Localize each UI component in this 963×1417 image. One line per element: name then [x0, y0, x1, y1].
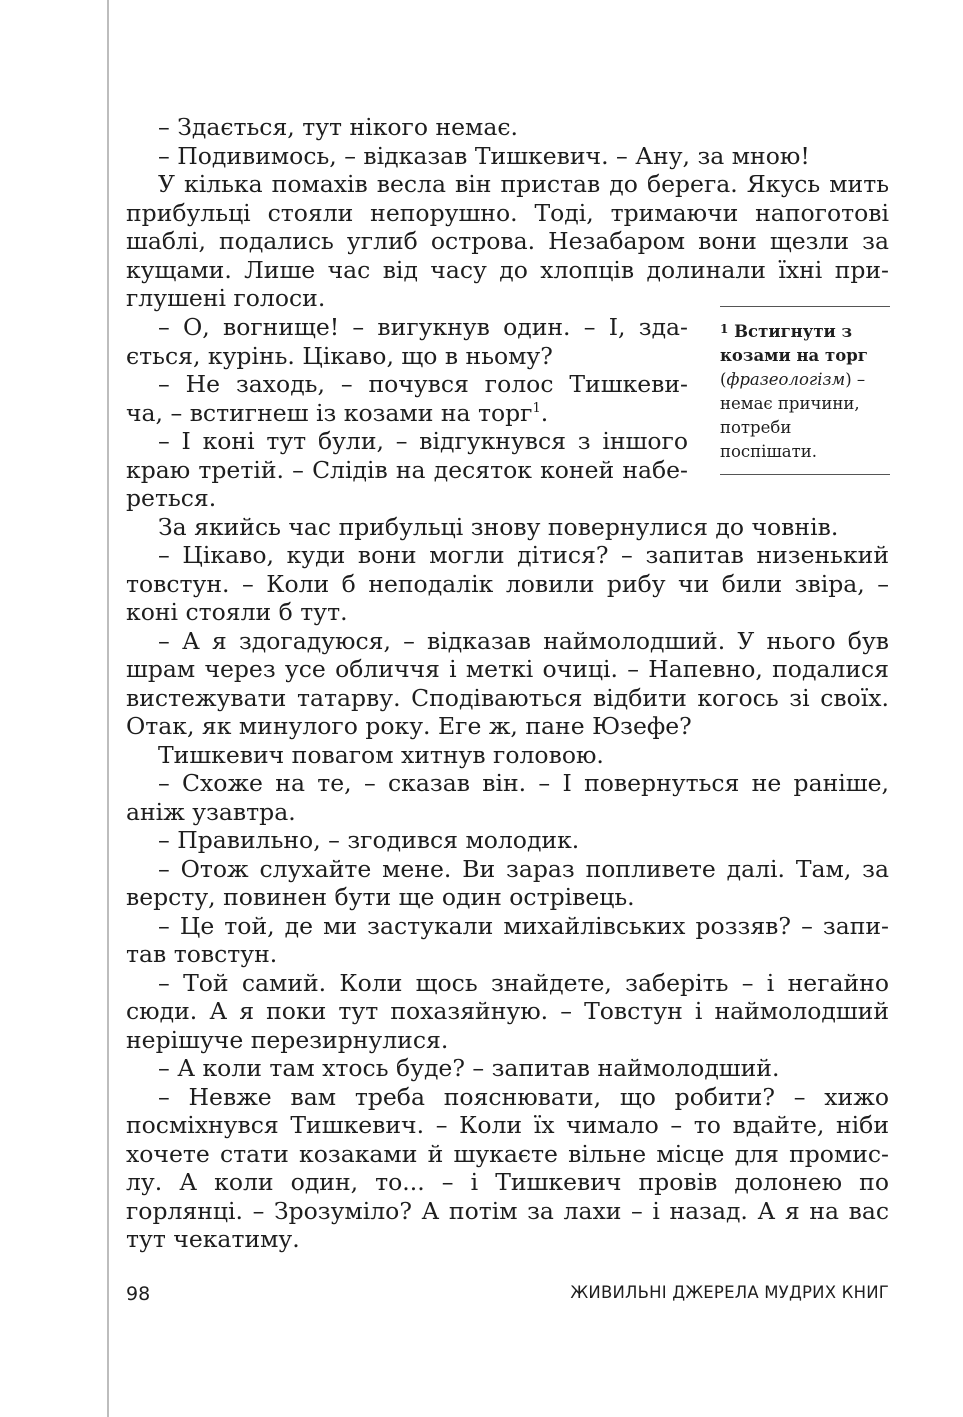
text-line: Тишкевич повагом хитнув головою.: [158, 740, 604, 769]
text-line: – Не заходь, – почувся голос Тишкеви-: [158, 370, 688, 398]
text-segment: ча, – встигнеш із козами на торг: [126, 398, 533, 427]
text-line: хочете стати козаками й шукаєте вільне місце для промис-: [126, 1139, 889, 1168]
text-line: тав товстун.: [126, 940, 278, 968]
text-line: нерішуче перезирнулися.: [126, 1025, 449, 1054]
text-line: – Цікаво, куди вони могли дітися? – запитав низенький: [158, 541, 889, 569]
sidenote-term-line: [720, 344, 890, 368]
text-line: тут чекатиму.: [126, 1225, 300, 1253]
text-line: – Здається, тут нікого немає.: [158, 113, 518, 141]
text-line: вистежувати татарву. Сподіваються відбити когось зі своїх.: [126, 683, 889, 712]
page-number: 98: [126, 1283, 151, 1305]
text-line: шрам через усе обличчя і меткі очиці. – Напевно, подалися: [126, 655, 889, 683]
text-block-narrow: [126, 313, 688, 484]
sidenote-definition-line: потреби: [720, 418, 792, 437]
text-line: – Той самий. Коли щось знайдете, заберіть – і негайно: [158, 968, 889, 997]
text-line: краю третій. – Слідів на десяток коней набе-: [126, 455, 688, 484]
sidenote-label: фразеологізм: [726, 370, 846, 389]
text-line: версту, повинен бути ще один острівець.: [126, 883, 635, 911]
text-line: лу. А коли один, то... – і Тишкевич провів долонею по: [126, 1168, 889, 1196]
text-line: глушені голоси.: [126, 284, 326, 312]
text-line: кущами. Лише час від часу до хлопців долинали їхні при-: [126, 255, 889, 284]
text-line: – Схоже на те, – сказав він. – І повернуться не раніше,: [158, 769, 889, 797]
sidenote-label-line: [720, 368, 890, 392]
text-line: – А я здогадуюся, – відказав наймолодший. У нього був: [158, 626, 889, 655]
sidenote-paren: (: [720, 370, 727, 389]
margin-rule: [107, 0, 109, 1417]
text-line: прибульці стояли непорушно. Тоді, тримаючи напоготові: [126, 198, 889, 227]
text-line: сюди. А я поки тут похазяйную. – Товстун і наймолодший: [126, 997, 889, 1025]
text-block-top: [126, 113, 889, 313]
text-line: – Отож слухайте мене. Ви зараз попливете далі. Там, за: [158, 854, 889, 883]
sidenote-term: козами на торг: [720, 346, 868, 365]
text-line: аніж узавтра.: [126, 797, 296, 826]
text-line: посміхнувся Тишкевич. – Коли їх чимало – то вдайте, ніби: [126, 1111, 889, 1139]
text-line: реться.: [126, 484, 217, 512]
sidenote-term: Встигнути з: [734, 322, 853, 341]
sidenote-bottom-rule: [720, 474, 890, 475]
text-line: [126, 399, 688, 428]
sidenote-definition-line: поспішати.: [720, 442, 817, 461]
footnote-marker: 1: [532, 400, 541, 416]
text-line: товстун. – Коли б неподалік ловили рибу чи били звіра, –: [126, 569, 889, 598]
text-line: – Невже вам треба пояснювати, що робити? – хижо: [158, 1082, 889, 1111]
text-line: – Правильно, – згодився молодик.: [158, 826, 580, 854]
text-line: – А коли там хтось буде? – запитав наймолодший.: [158, 1054, 780, 1082]
text-block-bottom: [126, 484, 889, 1254]
sidenote-term-line: [720, 317, 890, 344]
running-head: ЖИВИЛЬНІ ДЖЕРЕЛА МУДРИХ КНИГ: [570, 1283, 889, 1302]
text-segment: .: [540, 398, 549, 427]
sidenote-number: 1: [720, 322, 729, 336]
sidenote-paren: ) –: [845, 370, 866, 389]
sidenote-definition-line: немає причини,: [720, 394, 860, 413]
text-line: Отак, як минулого року. Еге ж, пане Юзефе?: [126, 712, 692, 740]
text-line: За якийсь час прибульці знову повернулися до човнів.: [158, 512, 839, 541]
text-line: ється, курінь. Цікаво, що в ньому?: [126, 341, 553, 370]
sidenote: [720, 306, 890, 475]
text-line: – Це той, де ми застукали михайлівських роззяв? – запи-: [158, 911, 889, 940]
text-line: У кілька помахів весла він пристав до берега. Якусь мить: [158, 170, 889, 198]
text-line: коні стояли б тут.: [126, 598, 348, 626]
sidenote-top-rule: [720, 306, 890, 307]
text-line: горлянці. – Зрозуміло? А потім за лахи – і назад. А я на вас: [126, 1196, 889, 1225]
text-line: – І коні тут були, – відгукнувся з іншого: [158, 427, 688, 455]
text-line: – Подивимось, – відказав Тишкевич. – Ану, за мною!: [158, 141, 810, 170]
text-line: – О, вогнище! – вигукнув один. – І, зда-: [158, 313, 688, 341]
text-line: шаблі, подались углиб острова. Незабаром вони щезли за: [126, 227, 889, 255]
